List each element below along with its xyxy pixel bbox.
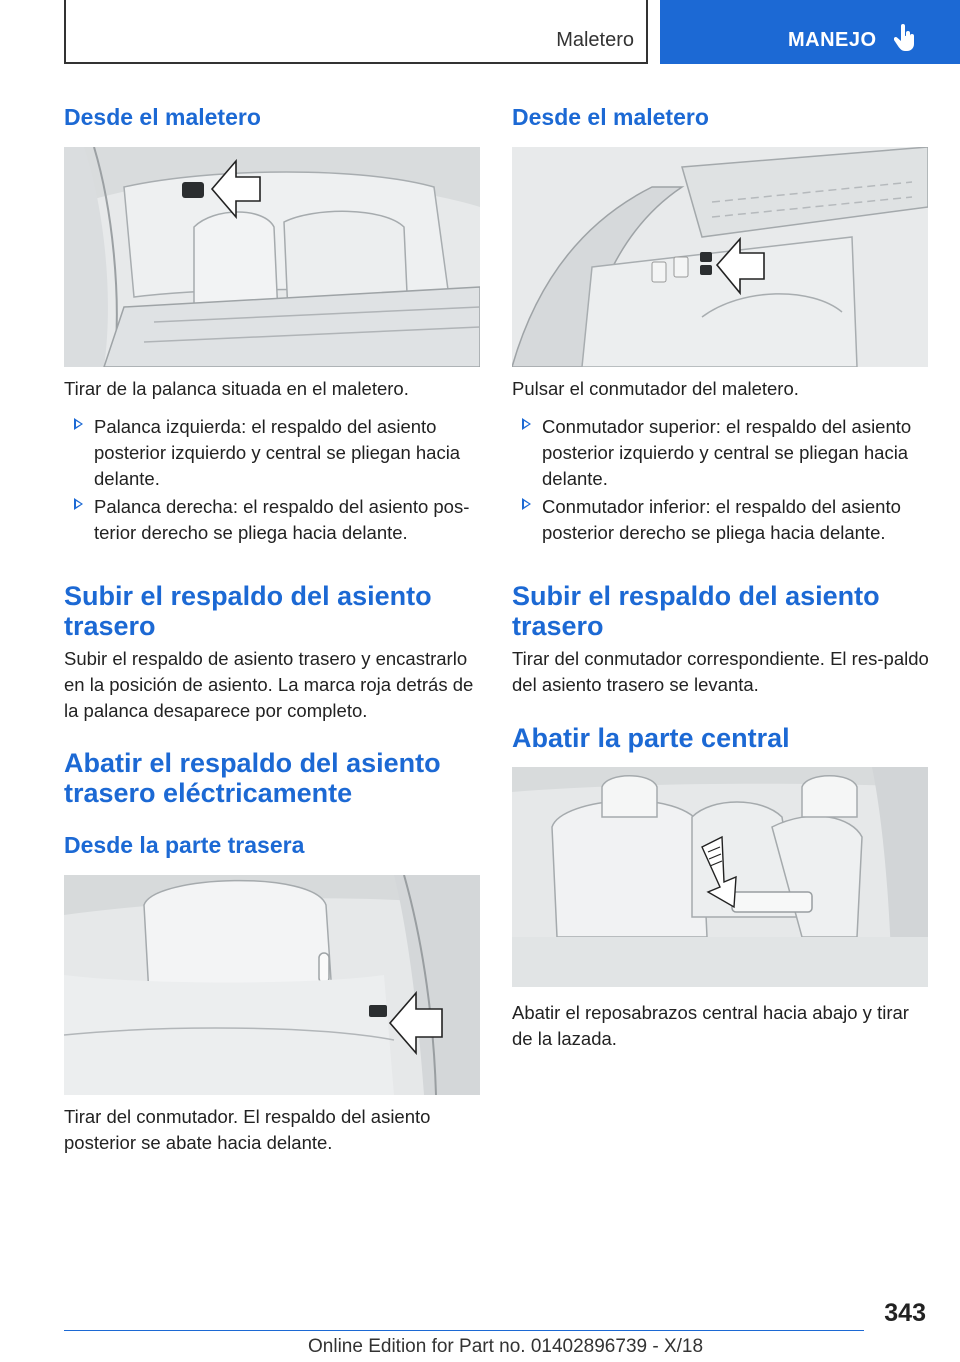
bullet-triangle-icon bbox=[74, 498, 83, 510]
bullet-triangle-icon bbox=[522, 498, 531, 510]
right-bullet-1-text: Conmutador superior: el respaldo del asiento posterior izquierdo y central se pliegan hacia delante. bbox=[542, 416, 912, 489]
right-heading-abatir-central: Abatir la parte central bbox=[512, 723, 790, 753]
footer-edition: Online Edition for Part no. 01402896739 - X/18 bbox=[308, 1336, 704, 1357]
left-caption-1: Tirar de la palanca situada en el maletero. bbox=[64, 378, 409, 399]
footer-divider bbox=[64, 1330, 864, 1331]
right-bullet-2-text: Conmutador inferior: el respaldo del asiento posterior derecho se pliega hacia delante. bbox=[542, 496, 901, 543]
right-caption-3: Abatir el reposabrazos central hacia abajo y tirar de la lazada. bbox=[512, 1002, 909, 1049]
left-para-subir-respaldo: Subir el respaldo de asiento trasero y encastrarlo en la posición de asiento. La marca roja detrás de la palanca desaparece por completo. bbox=[64, 648, 474, 721]
header-section-tab bbox=[64, 0, 648, 64]
page-number: 343 bbox=[884, 1299, 926, 1327]
rear-seat-switch-illustration bbox=[64, 875, 480, 1095]
left-bullet-1-text: Palanca izquierda: el respaldo del asiento posterior izquierdo y central se pliegan hacia delante. bbox=[94, 416, 461, 489]
bullet-triangle-icon bbox=[74, 418, 83, 430]
trunk-lever-illustration bbox=[64, 147, 480, 367]
left-bullet-1 bbox=[64, 414, 482, 492]
hand-pointer-icon bbox=[894, 24, 918, 52]
header-section-label: Maletero bbox=[556, 29, 634, 51]
right-heading-desde-maletero: Desde el maletero bbox=[512, 104, 709, 130]
trunk-switch-illustration bbox=[512, 147, 928, 367]
left-bullet-2 bbox=[64, 494, 482, 546]
right-heading-subir-respaldo: Subir el respaldo del asiento trasero bbox=[512, 581, 880, 641]
left-caption-4: Tirar del conmutador. El respaldo del asiento posterior se abate hacia delante. bbox=[64, 1106, 431, 1153]
right-caption-1: Pulsar el conmutador del maletero. bbox=[512, 378, 799, 399]
header-chapter-label: MANEJO bbox=[788, 29, 877, 51]
right-bullet-2 bbox=[512, 494, 930, 546]
center-armrest-illustration bbox=[512, 767, 928, 987]
left-heading-subir-respaldo: Subir el respaldo del asiento trasero bbox=[64, 581, 432, 641]
left-heading-parte-trasera: Desde la parte trasera bbox=[64, 832, 305, 858]
left-heading-desde-maletero: Desde el maletero bbox=[64, 104, 261, 130]
bullet-triangle-icon bbox=[522, 418, 531, 430]
right-para-subir-respaldo: Tirar del conmutador correspondiente. El res‐paldo del asiento trasero se levanta. bbox=[512, 648, 929, 695]
right-bullet-1 bbox=[512, 414, 930, 492]
left-bullet-2-text: Palanca derecha: el respaldo del asiento pos‐terior derecho se pliega hacia delante. bbox=[94, 496, 470, 543]
header-chapter-tab[interactable] bbox=[660, 0, 960, 64]
left-heading-abatir-electrico: Abatir el respaldo del asiento trasero eléctricamente bbox=[64, 748, 441, 808]
